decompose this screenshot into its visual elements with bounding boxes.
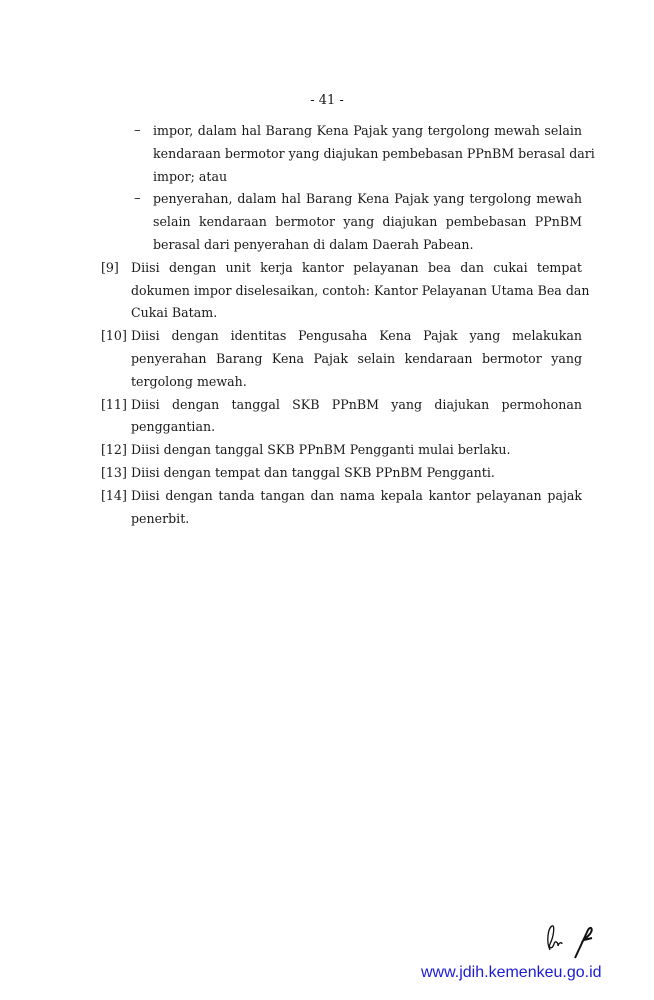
note-item xyxy=(101,325,582,393)
document-body xyxy=(101,120,595,530)
note-number: [10] xyxy=(101,328,127,344)
bullet-item xyxy=(101,188,582,256)
bullet-item xyxy=(101,120,595,188)
note-item xyxy=(101,485,582,531)
text-line: kendaraan bermotor yang diajukan pembebasan PPnBM berasal dari xyxy=(153,145,595,161)
text-line: selain kendaraan bermotor yang diajukan pembebasan PPnBM xyxy=(153,214,582,230)
text-line: impor; atau xyxy=(153,168,228,184)
note-item xyxy=(101,462,582,485)
note-number: [9] xyxy=(101,259,119,275)
note-item xyxy=(101,394,582,440)
text-line: Diisi dengan tanggal SKB PPnBM yang diajukan permohonan xyxy=(131,396,582,412)
note-number: [12] xyxy=(101,442,127,458)
footer-website-link[interactable]: www.jdih.kemenkeu.go.id xyxy=(421,964,602,981)
text-line: penerbit. xyxy=(131,510,190,526)
text-line: impor, dalam hal Barang Kena Pajak yang tergolong mewah selain xyxy=(153,123,582,138)
text-line: dokumen impor diselesaikan, contoh: Kantor Pelayanan Utama Bea dan xyxy=(131,282,590,298)
text-line: Diisi dengan identitas Pengusaha Kena Pajak yang melakukan xyxy=(131,328,582,344)
note-item xyxy=(101,257,590,325)
text-line: berasal dari penyerahan di dalam Daerah Pabean. xyxy=(153,236,474,252)
text-line: Cukai Batam. xyxy=(131,305,218,321)
bullet-dash: – xyxy=(134,123,141,138)
note-item xyxy=(101,439,582,462)
text-line: penyerahan, dalam hal Barang Kena Pajak yang tergolong mewah xyxy=(153,191,582,207)
bullet-dash: – xyxy=(134,191,141,207)
text-line: tergolong mewah. xyxy=(131,373,247,389)
text-line: Diisi dengan tanda tangan dan nama kepala kantor pelayanan pajak xyxy=(131,487,582,503)
page-number: - 41 - xyxy=(310,93,344,108)
text-line: penggantian. xyxy=(131,419,216,435)
text-line: Diisi dengan tempat dan tanggal SKB PPnBM Pengganti. xyxy=(131,464,495,480)
note-number: [13] xyxy=(101,464,127,480)
signature-initials-icon xyxy=(540,920,610,960)
note-number: [11] xyxy=(101,396,127,412)
text-line: Diisi dengan tanggal SKB PPnBM Pengganti mulai berlaku. xyxy=(131,442,511,458)
note-number: [14] xyxy=(101,487,127,503)
text-line: penyerahan Barang Kena Pajak selain kendaraan bermotor yang xyxy=(131,350,582,366)
text-line: Diisi dengan unit kerja kantor pelayanan bea dan cukai tempat xyxy=(131,259,582,275)
